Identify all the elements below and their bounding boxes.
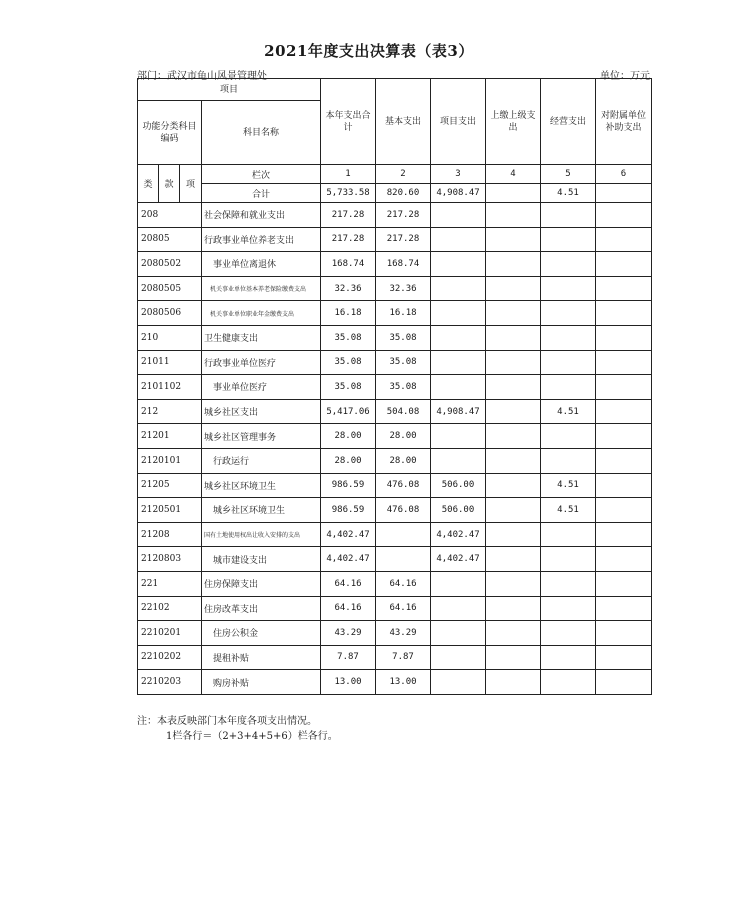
row-code: 22102 [138,596,202,621]
row-value [486,227,541,252]
table-row [138,227,652,252]
row-value: 35.08 [321,325,376,350]
row-code: 21011 [138,350,202,375]
row-value [596,448,652,473]
row-value: 32.36 [376,276,431,301]
row-code: 2120803 [138,547,202,572]
row-value: 28.00 [376,424,431,449]
row-value: 168.74 [321,252,376,277]
row-value: 43.29 [321,621,376,646]
row-value [431,448,486,473]
unit-label: 单位：万元 [600,71,650,82]
table-row [138,522,652,547]
row-name: 卫生健康支出 [202,325,321,350]
row-value: 4,402.47 [321,547,376,572]
row-value [596,375,652,400]
row-code: 221 [138,571,202,596]
row-value [596,399,652,424]
row-value [431,325,486,350]
row-value [541,375,596,400]
total-cell: 4,908.47 [431,184,486,203]
row-value: 217.28 [376,203,431,228]
column-row-label: 栏次 [202,165,321,184]
row-value: 35.08 [321,375,376,400]
row-value [596,547,652,572]
row-code: 212 [138,399,202,424]
row-code: 2080502 [138,252,202,277]
header-subject-name: 科目名称 [202,101,321,165]
table-row [138,350,652,375]
row-value [541,522,596,547]
total-label: 合计 [202,184,321,203]
row-value [596,350,652,375]
row-value [541,252,596,277]
table-row [138,301,652,326]
row-value [596,203,652,228]
header-lei: 类 [138,165,159,203]
row-value: 32.36 [321,276,376,301]
row-value: 28.00 [321,424,376,449]
row-value [431,596,486,621]
table-row [138,399,652,424]
row-code: 2120501 [138,498,202,523]
row-value [596,645,652,670]
row-value [596,522,652,547]
row-code: 2101102 [138,375,202,400]
row-value [596,325,652,350]
column-number: 1 [321,165,376,184]
row-value [541,276,596,301]
total-cell: 5,733.58 [321,184,376,203]
row-value [541,325,596,350]
row-value: 986.59 [321,473,376,498]
table-row [138,325,652,350]
header-col-upper: 上缴上级支出 [486,79,541,165]
table-row [138,203,652,228]
table-row [138,645,652,670]
row-name: 城乡社区管理事务 [202,424,321,449]
row-value [486,301,541,326]
table-row [138,424,652,449]
row-code: 2120101 [138,448,202,473]
row-code: 20805 [138,227,202,252]
table-row [138,375,652,400]
department-label: 部门：武汉市龟山风景管理处 [137,71,267,82]
row-value [431,670,486,695]
row-name: 购房补贴 [202,670,321,695]
row-value [376,522,431,547]
row-value [486,547,541,572]
note-line: 注：本表反映部门本年度各项支出情况。 [137,716,317,727]
table-row [138,448,652,473]
row-value [486,276,541,301]
row-value: 168.74 [376,252,431,277]
page-title: 2021年度支出决算表（表3） [264,42,474,60]
row-value [486,350,541,375]
header-item: 项目 [138,79,321,101]
row-value [486,621,541,646]
header-col-total: 本年支出合计 [321,79,376,165]
row-value [596,571,652,596]
row-value [431,252,486,277]
row-value [541,596,596,621]
row-value [486,522,541,547]
table-row [138,498,652,523]
column-number: 2 [376,165,431,184]
row-value [541,301,596,326]
row-code: 2210203 [138,670,202,695]
row-value [541,571,596,596]
row-value: 4,402.47 [431,547,486,572]
row-value: 7.87 [321,645,376,670]
row-name: 行政事业单位医疗 [202,350,321,375]
row-name: 住房改革支出 [202,596,321,621]
row-value [486,448,541,473]
row-value [541,547,596,572]
row-value [541,203,596,228]
row-value [431,424,486,449]
row-value: 4,908.47 [431,399,486,424]
table-row [138,621,652,646]
row-value [431,203,486,228]
row-value [596,227,652,252]
row-value: 35.08 [376,325,431,350]
row-value: 217.28 [376,227,431,252]
table-row [138,596,652,621]
row-value: 28.00 [376,448,431,473]
row-value [486,645,541,670]
row-name: 住房公积金 [202,621,321,646]
row-value [596,670,652,695]
row-value: 64.16 [376,596,431,621]
row-value [541,670,596,695]
row-code: 2080506 [138,301,202,326]
row-value: 43.29 [376,621,431,646]
row-value [596,301,652,326]
row-name: 城市建设支出 [202,547,321,572]
row-name: 社会保障和就业支出 [202,203,321,228]
row-value [486,375,541,400]
row-code: 2210201 [138,621,202,646]
row-value: 217.28 [321,227,376,252]
row-value [486,571,541,596]
row-value [486,498,541,523]
row-value: 4,402.47 [321,522,376,547]
note-line: 1栏各行＝（2+3+4+5+6）栏各行。 [166,731,338,742]
column-number: 4 [486,165,541,184]
header-kuan: 款 [159,165,180,203]
row-value: 16.18 [321,301,376,326]
row-value [541,448,596,473]
row-value [431,301,486,326]
row-code: 208 [138,203,202,228]
total-cell: 4.51 [541,184,596,203]
row-value: 64.16 [376,571,431,596]
header-xiang: 项 [180,165,202,203]
header-col-basic: 基本支出 [376,79,431,165]
row-name: 城乡社区环境卫生 [202,473,321,498]
row-name: 机关事业单位职业年金缴费支出 [202,301,321,326]
row-value [431,350,486,375]
row-value [541,227,596,252]
row-value: 35.08 [376,375,431,400]
row-value [431,276,486,301]
row-value [486,670,541,695]
row-name: 事业单位离退休 [202,252,321,277]
table-row [138,252,652,277]
row-name: 住房保障支出 [202,571,321,596]
row-code: 2210202 [138,645,202,670]
row-value [596,621,652,646]
header-col-business: 经营支出 [541,79,596,165]
row-value [596,596,652,621]
row-value [596,252,652,277]
table-row [138,670,652,695]
notes [137,714,338,744]
row-value: 28.00 [321,448,376,473]
row-name: 城乡社区环境卫生 [202,498,321,523]
row-value [376,547,431,572]
row-value [486,596,541,621]
total-cell [596,184,652,203]
row-value: 35.08 [321,350,376,375]
row-value [541,424,596,449]
table-row [138,547,652,572]
table-row [138,276,652,301]
total-cell [486,184,541,203]
column-number: 5 [541,165,596,184]
row-value [486,325,541,350]
row-code: 21205 [138,473,202,498]
row-name: 城乡社区支出 [202,399,321,424]
row-value [486,399,541,424]
row-value [431,621,486,646]
row-value: 64.16 [321,571,376,596]
row-name: 事业单位医疗 [202,375,321,400]
row-value [486,203,541,228]
row-value: 7.87 [376,645,431,670]
row-value: 476.08 [376,473,431,498]
row-value: 4,402.47 [431,522,486,547]
row-name: 国有土地使用权出让收入安排的支出 [202,522,321,547]
row-value [596,424,652,449]
row-value: 64.16 [321,596,376,621]
row-value [541,350,596,375]
row-value [431,645,486,670]
row-code: 21201 [138,424,202,449]
row-name: 行政事业单位养老支出 [202,227,321,252]
row-value [431,571,486,596]
header-col-subsidy: 对附属单位补助支出 [596,79,652,165]
row-value [431,227,486,252]
row-name: 提租补贴 [202,645,321,670]
row-value [431,375,486,400]
row-value: 4.51 [541,498,596,523]
total-cell: 820.60 [376,184,431,203]
row-value [541,645,596,670]
row-value [486,473,541,498]
row-value [596,276,652,301]
row-value: 4.51 [541,399,596,424]
row-code: 210 [138,325,202,350]
row-name: 行政运行 [202,448,321,473]
header-col-project: 项目支出 [431,79,486,165]
expenditure-table [137,78,652,695]
row-name: 机关事业单位基本养老保险缴费支出 [202,276,321,301]
header-func-code: 功能分类科目编码 [138,101,202,165]
row-value [596,473,652,498]
row-value [486,252,541,277]
row-code: 21208 [138,522,202,547]
column-number: 3 [431,165,486,184]
row-value: 506.00 [431,498,486,523]
row-value: 5,417.06 [321,399,376,424]
column-number: 6 [596,165,652,184]
row-value: 504.08 [376,399,431,424]
row-value: 13.00 [321,670,376,695]
row-value: 35.08 [376,350,431,375]
row-value: 476.08 [376,498,431,523]
table-row [138,473,652,498]
row-value [596,498,652,523]
row-value: 986.59 [321,498,376,523]
row-value: 506.00 [431,473,486,498]
row-value: 4.51 [541,473,596,498]
row-value [486,424,541,449]
table-row [138,571,652,596]
row-code: 2080505 [138,276,202,301]
row-value: 13.00 [376,670,431,695]
row-value: 217.28 [321,203,376,228]
row-value: 16.18 [376,301,431,326]
row-value [541,621,596,646]
